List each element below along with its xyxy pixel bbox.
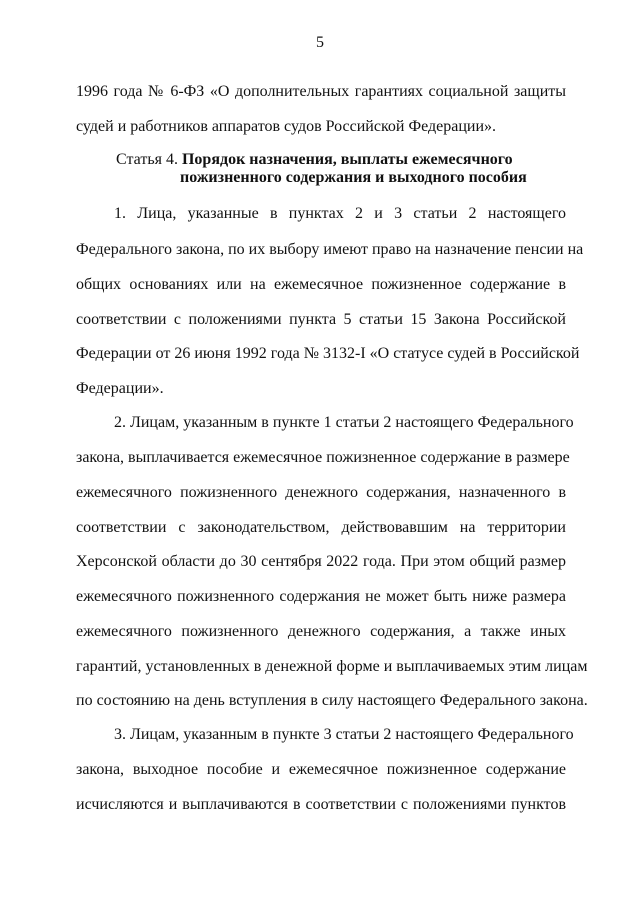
paragraph-2-line: по состоянию на день вступления в силу настоящего Федерального закона. bbox=[76, 692, 588, 709]
paragraph-2-line: ежемесячного пожизненного денежного содержания, назначенного в bbox=[76, 484, 566, 501]
paragraph-1-line: Федерального закона, по их выбору имеют право на назначение пенсии на bbox=[76, 241, 584, 258]
paragraph-2-line: ежемесячного пожизненного денежного содержания, а также иных bbox=[76, 623, 566, 640]
paragraph-3-line: закона, выходное пособие и ежемесячное пожизненное содержание bbox=[76, 761, 566, 778]
paragraph-1-line: соответствии с положениями пункта 5 статьи 15 Закона Российской bbox=[76, 311, 566, 328]
paragraph-3-line: исчисляются и выплачиваются в соответствии с положениями пунктов bbox=[76, 796, 566, 813]
paragraph-2-line: гарантий, установленных в денежной форме и выплачиваемых этим лицам bbox=[76, 658, 588, 675]
paragraph-2-line: Херсонской области до 30 сентября 2022 года. При этом общий размер bbox=[76, 553, 566, 570]
paragraph-2-line: 2. Лицам, указанным в пункте 1 статьи 2 настоящего Федерального bbox=[114, 414, 574, 431]
paragraph-1-line: Федерации». bbox=[76, 380, 164, 397]
article-title-line1: Порядок назначения, выплаты ежемесячного bbox=[181, 151, 513, 168]
article-title-line2: пожизненного содержания и выходного пособия bbox=[180, 169, 527, 186]
paragraph-1-line: 1. Лица, указанные в пунктах 2 и 3 статьи 2 настоящего bbox=[114, 205, 566, 222]
paragraph-2-line: ежемесячного пожизненного содержания не может быть ниже размера bbox=[76, 588, 566, 605]
paragraph-2-line: закона, выплачивается ежемесячное пожизненное содержание в размере bbox=[76, 449, 570, 466]
article-prefix: Статья 4. bbox=[116, 151, 178, 168]
paragraph-3-line: 3. Лицам, указанным в пункте 3 статьи 2 настоящего Федерального bbox=[114, 726, 574, 743]
paragraph-1-line: Федерации от 26 июня 1992 года № 3132-I «О статусе судей в Российской bbox=[76, 345, 580, 362]
paragraph-1-line: общих основаниях или на ежемесячное пожизненное содержание в bbox=[76, 276, 566, 293]
article-heading-continuation bbox=[180, 168, 527, 188]
page-number: 5 bbox=[316, 34, 324, 51]
intro-line: судей и работников аппаратов судов Российской Федерации». bbox=[76, 118, 497, 135]
intro-line: 1996 года № 6-ФЗ «О дополнительных гарантиях социальной защиты bbox=[76, 83, 566, 100]
article-heading bbox=[116, 150, 513, 170]
paragraph-2-line: соответствии с законодательством, действовавшим на территории bbox=[76, 519, 566, 536]
